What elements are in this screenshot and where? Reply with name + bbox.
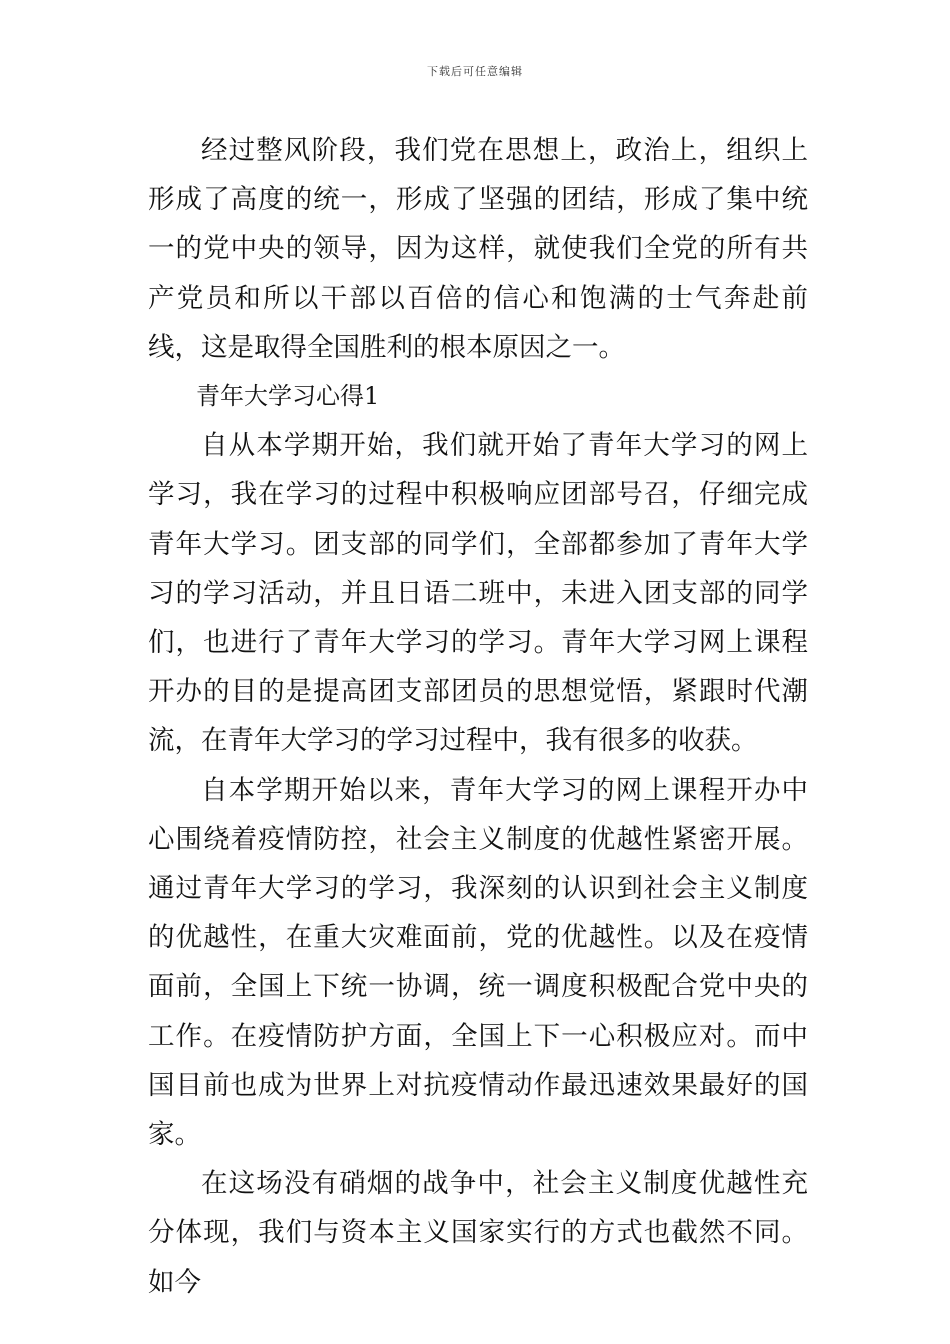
paragraph-online-study: 自从本学期开始，我们就开始了青年大学习的网上学习，我在学习的过程中积极响应团部号召，仔细完成青年大学习。团支部的同学们，全部都参加了青年大学习的学习活动，并且日语二班中，未进入团支部的同学们，也进行了青年大学习的学习。青年大学习网上课程开办的目的是提高团支部团员的思想觉悟，紧跟时代潮流，在青年大学习的学习过程中，我有很多的收获。 — [148, 430, 808, 757]
section-heading: 青年大学习心得1 — [196, 382, 380, 411]
paragraph-epidemic-control: 自本学期开始以来，青年大学习的网上课程开办中心围绕着疫情防控，社会主义制度的优越性紧密开展。通过青年大学习的学习，我深刻的认识到社会主义制度的优越性，在重大灾难面前，党的优越性。以及在疫情面前，全国上下统一协调，统一调度积极配合党中央的工作。在疫情防护方面，全国上下一心积极应对。而中国目前也成为世界上对抗疫情动作最迅速效果最好的国家。 — [148, 774, 808, 1151]
document-body — [148, 126, 808, 1307]
page-header-note: 下载后可任意编辑 — [427, 65, 523, 78]
paragraph-socialism-advantage: 在这场没有硝烟的战争中，社会主义制度优越性充分体现，我们与资本主义国家实行的方式也截然不同。如今 — [148, 1168, 808, 1298]
paragraph-rectification: 经过整风阶段，我们党在思想上，政治上，组织上形成了高度的统一，形成了坚强的团结，形成了集中统一的党中央的领导，因为这样，就使我们全党的所有共产党员和所以干部以百倍的信心和饱满的士气奔赴前线，这是取得全国胜利的根本原因之一。 — [148, 135, 808, 363]
